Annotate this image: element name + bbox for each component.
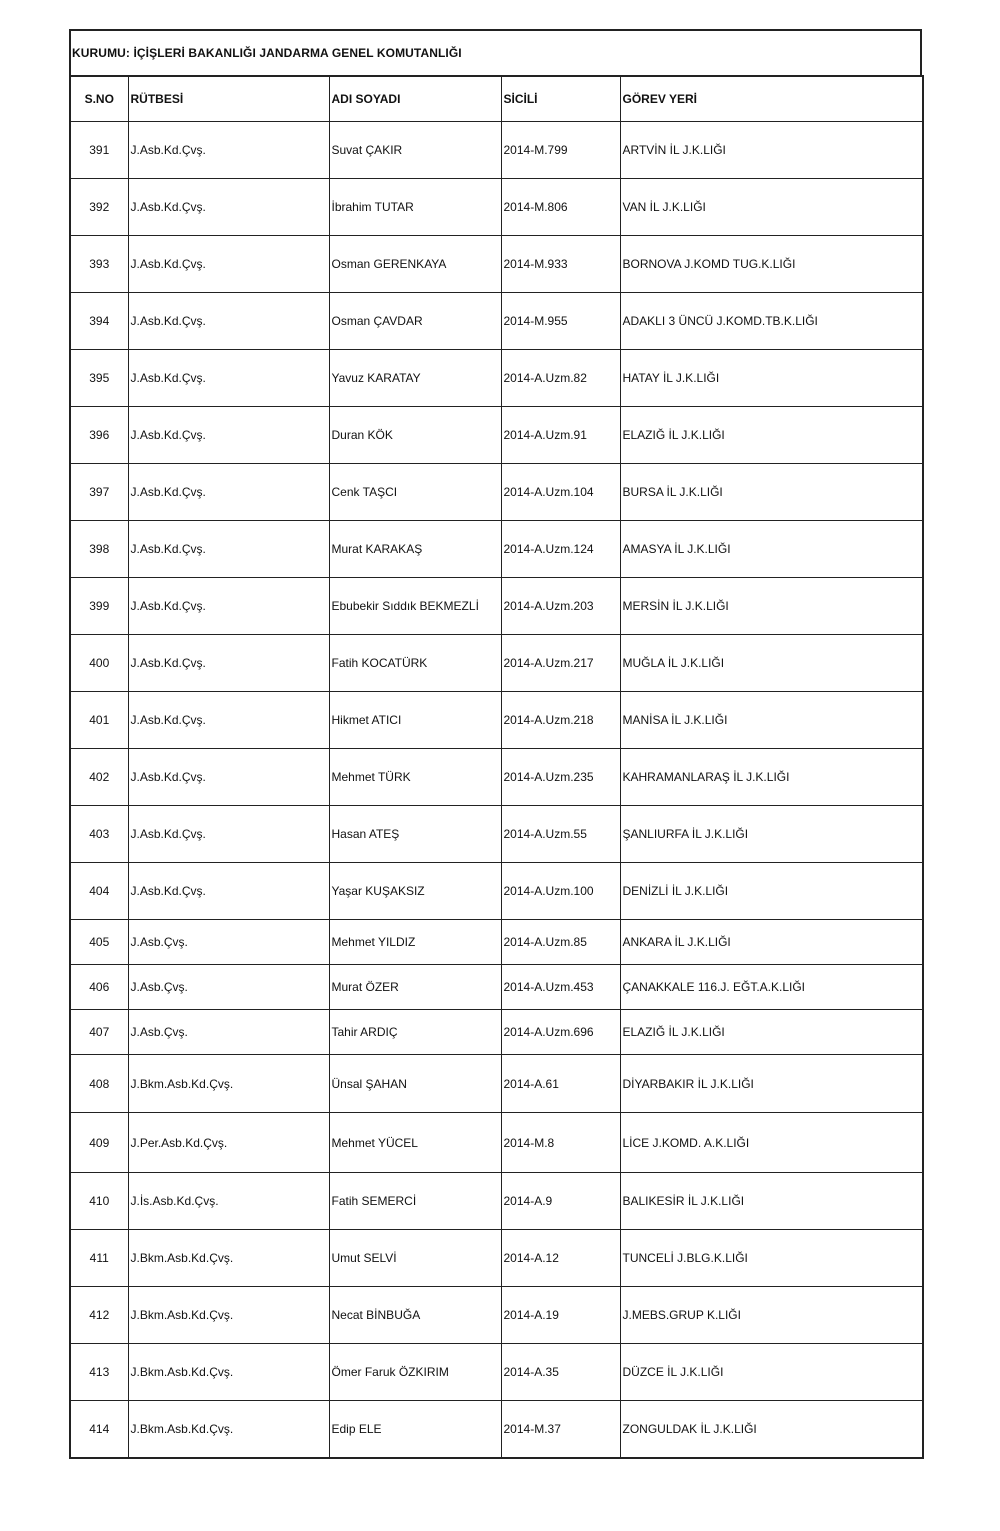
- cell-gorev-yeri: AMASYA İL J.K.LIĞI: [620, 521, 923, 578]
- cell-rutbe: J.Asb.Çvş.: [128, 920, 329, 965]
- cell-rutbe: J.Asb.Kd.Çvş.: [128, 521, 329, 578]
- cell-sicil: 2014-M.933: [501, 236, 620, 293]
- cell-sno: 409: [70, 1113, 128, 1173]
- cell-rutbe: J.Asb.Kd.Çvş.: [128, 692, 329, 749]
- cell-ad-soyad: Duran KÖK: [329, 407, 501, 464]
- cell-sicil: 2014-A.Uzm.217: [501, 635, 620, 692]
- table-row: [70, 179, 923, 236]
- cell-ad-soyad: Hasan ATEŞ: [329, 806, 501, 863]
- cell-sno: 411: [70, 1230, 128, 1287]
- cell-ad-soyad: Ebubekir Sıddık BEKMEZLİ: [329, 578, 501, 635]
- cell-sno: 399: [70, 578, 128, 635]
- cell-ad-soyad: Osman ÇAVDAR: [329, 293, 501, 350]
- table-row: [70, 1010, 923, 1055]
- cell-sno: 404: [70, 863, 128, 920]
- cell-sno: 413: [70, 1344, 128, 1401]
- cell-ad-soyad: İbrahim TUTAR: [329, 179, 501, 236]
- cell-sno: 410: [70, 1173, 128, 1230]
- cell-gorev-yeri: ÇANAKKALE 116.J. EĞT.A.K.LIĞI: [620, 965, 923, 1010]
- cell-sno: 414: [70, 1401, 128, 1458]
- cell-ad-soyad: Ömer Faruk ÖZKIRIM: [329, 1344, 501, 1401]
- cell-rutbe: J.Asb.Kd.Çvş.: [128, 236, 329, 293]
- cell-gorev-yeri: VAN İL J.K.LIĞI: [620, 179, 923, 236]
- cell-sicil: 2014-M.8: [501, 1113, 620, 1173]
- cell-sicil: 2014-A.Uzm.91: [501, 407, 620, 464]
- cell-sicil: 2014-A.Uzm.235: [501, 749, 620, 806]
- table-row: [70, 1173, 923, 1230]
- cell-ad-soyad: Fatih SEMERCİ: [329, 1173, 501, 1230]
- cell-rutbe: J.Asb.Kd.Çvş.: [128, 179, 329, 236]
- cell-sicil: 2014-A.19: [501, 1287, 620, 1344]
- cell-sicil: 2014-A.61: [501, 1055, 620, 1113]
- cell-sicil: 2014-A.35: [501, 1344, 620, 1401]
- cell-sno: 403: [70, 806, 128, 863]
- cell-ad-soyad: Necat BİNBUĞA: [329, 1287, 501, 1344]
- cell-ad-soyad: Suvat ÇAKIR: [329, 122, 501, 179]
- cell-ad-soyad: Mehmet TÜRK: [329, 749, 501, 806]
- cell-ad-soyad: Yavuz KARATAY: [329, 350, 501, 407]
- cell-sicil: 2014-A.Uzm.104: [501, 464, 620, 521]
- table-row: [70, 1287, 923, 1344]
- cell-sicil: 2014-A.Uzm.218: [501, 692, 620, 749]
- cell-rutbe: J.Asb.Çvş.: [128, 965, 329, 1010]
- cell-gorev-yeri: DENİZLİ İL J.K.LIĞI: [620, 863, 923, 920]
- table-row: [70, 1113, 923, 1173]
- cell-gorev-yeri: MERSİN İL J.K.LIĞI: [620, 578, 923, 635]
- table-row: [70, 521, 923, 578]
- cell-sno: 393: [70, 236, 128, 293]
- table-header-row: [70, 76, 923, 122]
- cell-gorev-yeri: ELAZIĞ İL J.K.LIĞI: [620, 1010, 923, 1055]
- table-body: [70, 122, 923, 1458]
- cell-ad-soyad: Mehmet YÜCEL: [329, 1113, 501, 1173]
- table-row: [70, 407, 923, 464]
- table-row: [70, 635, 923, 692]
- cell-ad-soyad: Hikmet ATICI: [329, 692, 501, 749]
- cell-rutbe: J.Asb.Kd.Çvş.: [128, 464, 329, 521]
- cell-gorev-yeri: ŞANLIURFA İL J.K.LIĞI: [620, 806, 923, 863]
- cell-sicil: 2014-A.Uzm.85: [501, 920, 620, 965]
- cell-ad-soyad: Mehmet YILDIZ: [329, 920, 501, 965]
- cell-ad-soyad: Osman GERENKAYA: [329, 236, 501, 293]
- table-row: [70, 1055, 923, 1113]
- cell-ad-soyad: Ünsal ŞAHAN: [329, 1055, 501, 1113]
- cell-rutbe: J.Bkm.Asb.Kd.Çvş.: [128, 1401, 329, 1458]
- cell-rutbe: J.Asb.Kd.Çvş.: [128, 863, 329, 920]
- cell-sno: 407: [70, 1010, 128, 1055]
- cell-gorev-yeri: ZONGULDAK İL J.K.LIĞI: [620, 1401, 923, 1458]
- cell-gorev-yeri: ADAKLI 3 ÜNCÜ J.KOMD.TB.K.LIĞI: [620, 293, 923, 350]
- cell-gorev-yeri: BURSA İL J.K.LIĞI: [620, 464, 923, 521]
- cell-sno: 401: [70, 692, 128, 749]
- cell-sno: 400: [70, 635, 128, 692]
- cell-gorev-yeri: DİYARBAKIR İL J.K.LIĞI: [620, 1055, 923, 1113]
- header-sno: S.NO: [70, 76, 128, 122]
- cell-ad-soyad: Tahir ARDIÇ: [329, 1010, 501, 1055]
- cell-sicil: 2014-A.Uzm.100: [501, 863, 620, 920]
- cell-gorev-yeri: MANİSA İL J.K.LIĞI: [620, 692, 923, 749]
- cell-gorev-yeri: J.MEBS.GRUP K.LIĞI: [620, 1287, 923, 1344]
- institution-heading: KURUMU: İÇİŞLERİ BAKANLIĞI JANDARMA GENEL KOMUTANLIĞI: [69, 29, 922, 75]
- table-row: [70, 692, 923, 749]
- personnel-list-document: [69, 29, 922, 1459]
- cell-sicil: 2014-A.Uzm.82: [501, 350, 620, 407]
- cell-sno: 408: [70, 1055, 128, 1113]
- table-row: [70, 1344, 923, 1401]
- cell-sno: 397: [70, 464, 128, 521]
- cell-sicil: 2014-M.37: [501, 1401, 620, 1458]
- cell-sicil: 2014-A.9: [501, 1173, 620, 1230]
- table-row: [70, 806, 923, 863]
- cell-gorev-yeri: LİCE J.KOMD. A.K.LIĞI: [620, 1113, 923, 1173]
- cell-gorev-yeri: KAHRAMANLARAŞ İL J.K.LIĞI: [620, 749, 923, 806]
- table-row: [70, 236, 923, 293]
- cell-rutbe: J.Bkm.Asb.Kd.Çvş.: [128, 1055, 329, 1113]
- cell-gorev-yeri: BALIKESİR İL J.K.LIĞI: [620, 1173, 923, 1230]
- cell-sicil: 2014-M.799: [501, 122, 620, 179]
- cell-rutbe: J.Asb.Kd.Çvş.: [128, 578, 329, 635]
- table-row: [70, 350, 923, 407]
- cell-sicil: 2014-A.Uzm.453: [501, 965, 620, 1010]
- cell-rutbe: J.Asb.Kd.Çvş.: [128, 635, 329, 692]
- cell-sno: 392: [70, 179, 128, 236]
- cell-gorev-yeri: TUNCELİ J.BLG.K.LIĞI: [620, 1230, 923, 1287]
- table-row: [70, 1401, 923, 1458]
- header-ad-soyad: ADI SOYADI: [329, 76, 501, 122]
- table-row: [70, 578, 923, 635]
- cell-gorev-yeri: ARTVİN İL J.K.LIĞI: [620, 122, 923, 179]
- cell-ad-soyad: Murat ÖZER: [329, 965, 501, 1010]
- cell-rutbe: J.Per.Asb.Kd.Çvş.: [128, 1113, 329, 1173]
- cell-sno: 405: [70, 920, 128, 965]
- table-row: [70, 863, 923, 920]
- cell-rutbe: J.Bkm.Asb.Kd.Çvş.: [128, 1230, 329, 1287]
- table-row: [70, 464, 923, 521]
- cell-rutbe: J.Asb.Kd.Çvş.: [128, 122, 329, 179]
- cell-sicil: 2014-M.806: [501, 179, 620, 236]
- cell-sno: 396: [70, 407, 128, 464]
- cell-ad-soyad: Murat KARAKAŞ: [329, 521, 501, 578]
- table-row: [70, 749, 923, 806]
- cell-rutbe: J.Asb.Kd.Çvş.: [128, 749, 329, 806]
- cell-sno: 391: [70, 122, 128, 179]
- personnel-table: [69, 75, 924, 1459]
- cell-ad-soyad: Edip ELE: [329, 1401, 501, 1458]
- table-row: [70, 1230, 923, 1287]
- table-row: [70, 122, 923, 179]
- cell-sno: 398: [70, 521, 128, 578]
- header-rutbe: RÜTBESİ: [128, 76, 329, 122]
- cell-sno: 402: [70, 749, 128, 806]
- cell-gorev-yeri: MUĞLA İL J.K.LIĞI: [620, 635, 923, 692]
- cell-ad-soyad: Fatih KOCATÜRK: [329, 635, 501, 692]
- cell-ad-soyad: Yaşar KUŞAKSIZ: [329, 863, 501, 920]
- header-gorev-yeri: GÖREV YERİ: [620, 76, 923, 122]
- cell-ad-soyad: Cenk TAŞCI: [329, 464, 501, 521]
- cell-sicil: 2014-M.955: [501, 293, 620, 350]
- cell-sno: 412: [70, 1287, 128, 1344]
- cell-gorev-yeri: BORNOVA J.KOMD TUG.K.LIĞI: [620, 236, 923, 293]
- cell-gorev-yeri: ANKARA İL J.K.LIĞI: [620, 920, 923, 965]
- cell-sicil: 2014-A.12: [501, 1230, 620, 1287]
- cell-sno: 394: [70, 293, 128, 350]
- cell-gorev-yeri: DÜZCE İL J.K.LIĞI: [620, 1344, 923, 1401]
- cell-rutbe: J.Asb.Çvş.: [128, 1010, 329, 1055]
- cell-sicil: 2014-A.Uzm.124: [501, 521, 620, 578]
- cell-sicil: 2014-A.Uzm.203: [501, 578, 620, 635]
- cell-sicil: 2014-A.Uzm.696: [501, 1010, 620, 1055]
- cell-rutbe: J.Bkm.Asb.Kd.Çvş.: [128, 1287, 329, 1344]
- cell-rutbe: J.Asb.Kd.Çvş.: [128, 407, 329, 464]
- cell-rutbe: J.İs.Asb.Kd.Çvş.: [128, 1173, 329, 1230]
- cell-gorev-yeri: ELAZIĞ İL J.K.LIĞI: [620, 407, 923, 464]
- cell-rutbe: J.Asb.Kd.Çvş.: [128, 350, 329, 407]
- cell-sicil: 2014-A.Uzm.55: [501, 806, 620, 863]
- cell-rutbe: J.Asb.Kd.Çvş.: [128, 293, 329, 350]
- cell-sno: 406: [70, 965, 128, 1010]
- cell-gorev-yeri: HATAY İL J.K.LIĞI: [620, 350, 923, 407]
- table-row: [70, 965, 923, 1010]
- cell-ad-soyad: Umut SELVİ: [329, 1230, 501, 1287]
- cell-rutbe: J.Asb.Kd.Çvş.: [128, 806, 329, 863]
- table-row: [70, 293, 923, 350]
- table-row: [70, 920, 923, 965]
- cell-rutbe: J.Bkm.Asb.Kd.Çvş.: [128, 1344, 329, 1401]
- cell-sno: 395: [70, 350, 128, 407]
- header-sicil: SİCİLİ: [501, 76, 620, 122]
